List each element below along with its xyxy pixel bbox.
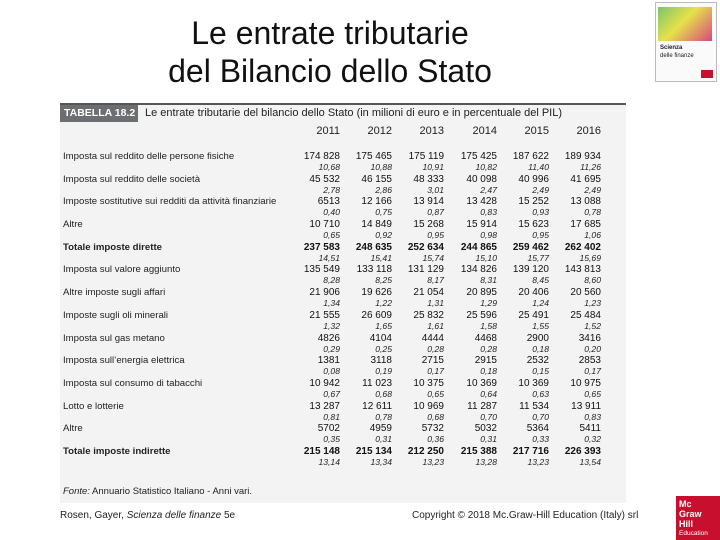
percent-cell: 15,74 xyxy=(422,252,444,263)
row-label: Imposta sul valore aggiunto xyxy=(63,264,181,276)
value-cell: 237 583 xyxy=(303,241,340,253)
row-label: Imposta sul reddito delle persone fisiche xyxy=(63,151,235,162)
value-cell: 11 287 xyxy=(467,400,497,412)
percent-cell: 2,86 xyxy=(375,184,392,195)
value-cell: 175 119 xyxy=(408,151,444,162)
value-cell: 262 402 xyxy=(564,241,601,253)
percent-cell: 0,87 xyxy=(427,207,444,218)
percent-cell: 2,49 xyxy=(532,184,549,195)
value-cell: 215 148 xyxy=(303,445,340,457)
percent-cell: 0,19 xyxy=(375,366,392,377)
value-cell: 10 942 xyxy=(309,377,340,389)
slide-title xyxy=(60,14,600,90)
value-cell: 131 129 xyxy=(407,264,444,276)
percent-cell: 1,65 xyxy=(375,320,392,331)
percent-cell: 2,78 xyxy=(323,184,340,195)
value-cell: 13 287 xyxy=(309,400,340,412)
tax-revenue-table xyxy=(60,103,626,503)
value-cell: 4826 xyxy=(317,332,340,344)
percent-cell: 0,70 xyxy=(480,411,497,422)
value-cell: 4104 xyxy=(369,332,392,344)
value-cell: 4959 xyxy=(369,423,392,435)
year-header: 2011 xyxy=(316,125,340,137)
percent-cell: 8,28 xyxy=(323,275,340,286)
value-cell: 143 813 xyxy=(564,264,601,276)
percent-cell: 0,78 xyxy=(584,207,601,218)
percent-cell: 1,24 xyxy=(532,298,549,309)
source-text: Annuario Statistico Italiano - Anni vari. xyxy=(89,486,253,497)
row-label: Imposta sul gas metano xyxy=(63,332,165,344)
value-cell: 10 975 xyxy=(570,377,601,389)
percent-cell: 2,47 xyxy=(480,184,497,195)
row-label: Totale imposte dirette xyxy=(63,241,162,253)
value-cell: 134 826 xyxy=(460,264,497,276)
percent-cell: 0,95 xyxy=(427,230,444,241)
percent-cell: 10,91 xyxy=(422,162,444,172)
percent-cell: 15,10 xyxy=(475,252,497,263)
footer-copyright: Copyright © 2018 Mc.Graw-Hill Education (Italy) srl xyxy=(412,510,639,521)
value-cell: 20 895 xyxy=(466,287,497,299)
row-label: Imposte sugli oli minerali xyxy=(63,309,169,321)
percent-cell: 0,18 xyxy=(480,366,497,377)
percent-cell: 1,55 xyxy=(532,320,549,331)
percent-cell: 1,31 xyxy=(427,298,444,309)
value-cell: 13 088 xyxy=(570,196,601,208)
cover-title-line-2: delle finanze xyxy=(660,53,694,59)
percent-cell: 0,36 xyxy=(427,434,444,445)
percent-cell: 0,65 xyxy=(584,388,601,399)
percent-cell: 0,63 xyxy=(532,388,549,399)
row-label: Lotto e lotterie xyxy=(63,400,124,412)
percent-cell: 0,29 xyxy=(323,343,340,354)
percent-cell: 14,51 xyxy=(318,252,340,263)
table-row xyxy=(60,446,626,469)
value-cell: 40 098 xyxy=(466,173,497,185)
value-cell: 133 118 xyxy=(356,264,392,276)
value-cell: 4468 xyxy=(474,332,497,344)
row-label: Imposta sul reddito delle società xyxy=(63,173,201,185)
value-cell: 25 832 xyxy=(413,309,444,321)
value-cell: 19 626 xyxy=(361,287,392,299)
value-cell: 2915 xyxy=(474,355,497,367)
percent-cell: 0,28 xyxy=(427,343,444,354)
row-label: Altre imposte sugli affari xyxy=(63,287,166,299)
table-row xyxy=(60,264,626,287)
percent-cell: 0,32 xyxy=(584,434,601,445)
value-cell: 2532 xyxy=(526,355,549,367)
value-cell: 25 484 xyxy=(570,309,601,321)
percent-cell: 0,93 xyxy=(532,207,549,218)
table-row xyxy=(60,310,626,333)
percent-cell: 10,82 xyxy=(475,162,497,172)
value-cell: 10 710 xyxy=(309,219,340,231)
table-row xyxy=(60,378,626,401)
value-cell: 15 623 xyxy=(518,219,549,231)
value-cell: 21 555 xyxy=(309,309,340,321)
percent-cell: 15,77 xyxy=(527,252,549,263)
value-cell: 10 969 xyxy=(413,400,444,412)
percent-cell: 0,75 xyxy=(375,207,392,218)
table-row xyxy=(60,401,626,424)
percent-cell: 0,83 xyxy=(480,207,497,218)
percent-cell: 15,69 xyxy=(579,252,601,263)
value-cell: 10 369 xyxy=(518,377,549,389)
percent-cell: 8,17 xyxy=(427,275,444,286)
row-label: Totale imposte indirette xyxy=(63,445,171,457)
logo-line-3: Hill xyxy=(679,519,694,529)
percent-cell: 0,98 xyxy=(480,230,497,241)
value-cell: 20 406 xyxy=(518,287,549,299)
table-row xyxy=(60,355,626,378)
value-cell: 17 685 xyxy=(570,219,601,231)
percent-cell: 11,26 xyxy=(580,162,601,172)
year-header: 2012 xyxy=(367,125,392,137)
percent-cell: 0,08 xyxy=(323,366,340,377)
row-label: Imposta sul consumo di tabacchi xyxy=(63,377,203,389)
value-cell: 3118 xyxy=(370,355,392,367)
value-cell: 252 634 xyxy=(407,241,444,253)
value-cell: 13 428 xyxy=(466,196,497,208)
percent-cell: 0,31 xyxy=(480,434,497,445)
value-cell: 45 532 xyxy=(309,173,340,185)
value-cell: 2715 xyxy=(421,355,444,367)
value-cell: 5364 xyxy=(526,423,549,435)
value-cell: 259 462 xyxy=(512,241,549,253)
year-header-row xyxy=(60,125,626,141)
table-caption: Le entrate tributarie del bilancio dello Stato (in milioni di euro e in percentuale del PIL) xyxy=(145,107,563,119)
table-row xyxy=(60,423,626,446)
percent-cell: 1,58 xyxy=(480,320,497,331)
cover-title-line-1: Scienza xyxy=(660,45,683,51)
value-cell: 12 611 xyxy=(362,400,392,412)
percent-cell: 0,64 xyxy=(480,388,497,399)
value-cell: 2900 xyxy=(526,332,549,344)
percent-cell: 13,34 xyxy=(370,456,392,467)
value-cell: 12 166 xyxy=(361,196,392,208)
percent-cell: 0,35 xyxy=(323,434,340,445)
value-cell: 187 622 xyxy=(512,151,549,162)
cover-publisher-mark xyxy=(701,70,713,78)
percent-cell: 1,29 xyxy=(480,298,497,309)
value-cell: 1381 xyxy=(317,355,340,367)
value-cell: 135 549 xyxy=(303,264,340,276)
value-cell: 41 695 xyxy=(570,173,601,185)
value-cell: 15 252 xyxy=(518,196,549,208)
value-cell: 10 369 xyxy=(466,377,497,389)
row-label: Imposta sull’energia elettrica xyxy=(63,355,185,367)
percent-cell: 1,34 xyxy=(323,298,340,309)
percent-cell: 0,67 xyxy=(323,388,340,399)
value-cell: 139 120 xyxy=(512,264,549,276)
title-line-1: Le entrate tributarie xyxy=(191,15,469,51)
logo-line-4: Education xyxy=(679,530,708,537)
value-cell: 46 155 xyxy=(361,173,392,185)
value-cell: 244 865 xyxy=(460,241,497,253)
percent-cell: 0,65 xyxy=(427,388,444,399)
cover-graphic xyxy=(658,7,712,41)
year-header: 2013 xyxy=(419,125,444,137)
value-cell: 13 914 xyxy=(413,196,444,208)
value-cell: 26 609 xyxy=(361,309,392,321)
value-cell: 11 534 xyxy=(519,400,549,412)
percent-cell: 3,01 xyxy=(427,184,444,195)
value-cell: 25 596 xyxy=(466,309,497,321)
percent-cell: 0,68 xyxy=(375,388,392,399)
percent-cell: 0,70 xyxy=(532,411,549,422)
value-cell: 5732 xyxy=(421,423,444,435)
value-cell: 40 996 xyxy=(518,173,549,185)
percent-cell: 0,31 xyxy=(375,434,392,445)
row-label: Imposte sostitutive sui redditi da attività finanziarie xyxy=(63,196,277,208)
percent-cell: 0,65 xyxy=(323,230,340,241)
percent-cell: 11,40 xyxy=(528,162,549,172)
year-header: 2016 xyxy=(576,125,601,137)
percent-cell: 0,20 xyxy=(584,343,601,354)
table-row xyxy=(60,196,626,219)
citation-book-title: Scienza delle finanze xyxy=(126,510,222,521)
percent-cell: 0,28 xyxy=(480,343,497,354)
percent-cell: 8,31 xyxy=(480,275,497,286)
percent-cell: 0,25 xyxy=(375,343,392,354)
percent-cell: 8,25 xyxy=(375,275,392,286)
table-row xyxy=(60,287,626,310)
value-cell: 15 914 xyxy=(466,219,497,231)
value-cell: 215 388 xyxy=(460,445,497,457)
value-cell: 175 425 xyxy=(460,151,497,162)
percent-cell: 1,32 xyxy=(323,320,340,331)
percent-cell: 13,14 xyxy=(318,456,340,467)
percent-cell: 0,92 xyxy=(375,230,392,241)
percent-cell: 2,49 xyxy=(584,184,601,195)
percent-cell: 0,68 xyxy=(427,411,444,422)
value-cell: 2853 xyxy=(578,355,601,367)
value-cell: 48 333 xyxy=(413,173,444,185)
value-cell: 13 911 xyxy=(571,400,601,412)
value-cell: 11 023 xyxy=(362,377,392,389)
percent-cell: 1,61 xyxy=(427,320,444,331)
source-prefix: Fonte: xyxy=(63,486,90,497)
percent-cell: 13,23 xyxy=(422,456,444,467)
percent-cell: 15,41 xyxy=(370,252,392,263)
percent-cell: 0,15 xyxy=(532,366,549,377)
table-number: TABELLA 18.2 xyxy=(60,105,138,122)
percent-cell: 13,54 xyxy=(579,456,601,467)
percent-cell: 0,95 xyxy=(532,230,549,241)
percent-cell: 0,18 xyxy=(532,343,549,354)
value-cell: 212 250 xyxy=(407,445,444,457)
value-cell: 25 491 xyxy=(518,309,549,321)
value-cell: 215 134 xyxy=(355,445,392,457)
percent-cell: 8,60 xyxy=(584,275,601,286)
percent-cell: 1,52 xyxy=(584,320,601,331)
value-cell: 217 716 xyxy=(512,445,549,457)
table-row xyxy=(60,151,626,174)
year-header: 2015 xyxy=(524,125,549,137)
logo-line-1: Mc xyxy=(679,499,692,509)
percent-cell: 1,06 xyxy=(584,230,601,241)
table-row xyxy=(60,219,626,242)
row-label: Altre xyxy=(63,423,83,435)
value-cell: 14 849 xyxy=(361,219,392,231)
percent-cell: 0,33 xyxy=(532,434,549,445)
citation-authors: Rosen, Gayer, xyxy=(60,510,127,521)
percent-cell: 1,22 xyxy=(375,298,392,309)
citation-edition: 5e xyxy=(221,510,236,521)
percent-cell: 10,68 xyxy=(318,162,340,172)
table-source xyxy=(63,486,252,497)
percent-cell: 0,17 xyxy=(584,366,601,377)
percent-cell: 1,23 xyxy=(584,298,601,309)
value-cell: 189 934 xyxy=(564,151,601,162)
percent-cell: 10,88 xyxy=(370,162,392,172)
value-cell: 20 560 xyxy=(570,287,601,299)
value-cell: 5411 xyxy=(579,423,601,435)
percent-cell: 0,78 xyxy=(375,411,392,422)
value-cell: 10 375 xyxy=(413,377,444,389)
value-cell: 5702 xyxy=(317,423,340,435)
logo-line-2: Graw xyxy=(679,509,702,519)
year-header: 2014 xyxy=(472,125,497,137)
value-cell: 6513 xyxy=(317,196,340,208)
percent-cell: 0,17 xyxy=(427,366,444,377)
value-cell: 21 054 xyxy=(413,287,444,299)
value-cell: 248 635 xyxy=(355,241,392,253)
value-cell: 175 465 xyxy=(355,151,392,162)
table-header xyxy=(60,105,626,122)
mcgraw-hill-logo xyxy=(676,496,720,540)
footer-citation xyxy=(60,510,235,521)
percent-cell: 0,40 xyxy=(323,207,340,218)
row-label: Altre xyxy=(63,219,83,231)
percent-cell: 13,23 xyxy=(527,456,549,467)
value-cell: 15 268 xyxy=(413,219,444,231)
percent-cell: 0,83 xyxy=(584,411,601,422)
table-body xyxy=(60,151,626,469)
value-cell: 21 906 xyxy=(309,287,340,299)
title-line-2: del Bilancio dello Stato xyxy=(168,53,492,89)
table-row xyxy=(60,333,626,356)
value-cell: 226 393 xyxy=(564,445,601,457)
value-cell: 3416 xyxy=(578,332,601,344)
value-cell: 5032 xyxy=(474,423,497,435)
percent-cell: 13,28 xyxy=(475,456,497,467)
table-row xyxy=(60,174,626,197)
table-row xyxy=(60,242,626,265)
book-cover-thumbnail xyxy=(655,2,717,82)
percent-cell: 8,45 xyxy=(532,275,549,286)
value-cell: 174 828 xyxy=(303,151,340,162)
value-cell: 4444 xyxy=(421,332,444,344)
percent-cell: 0,81 xyxy=(323,411,340,422)
